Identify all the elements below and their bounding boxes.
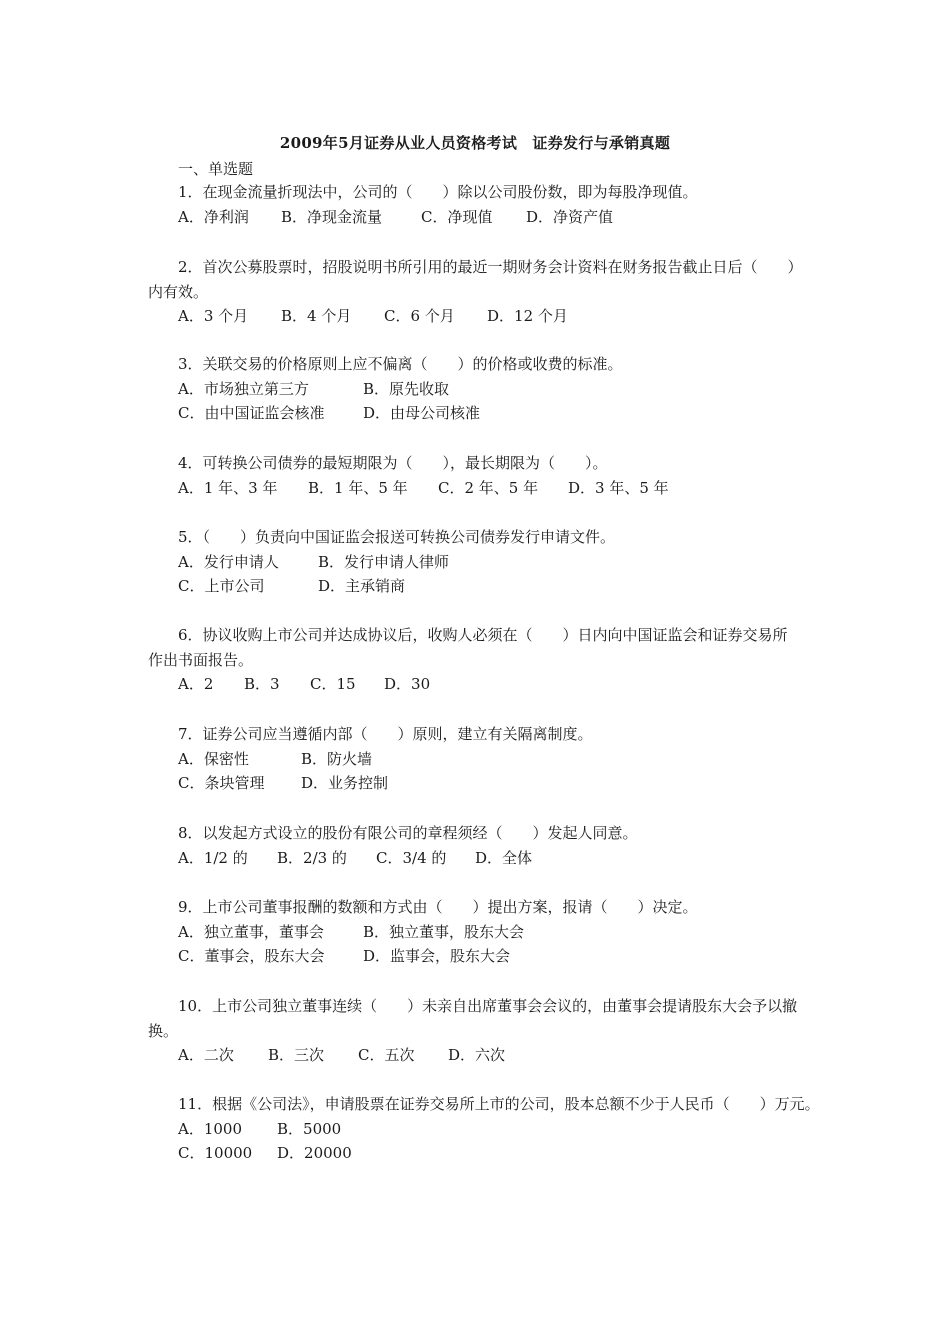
option-d: D．业务控制 bbox=[301, 774, 389, 792]
option-d: D．由母公司核准 bbox=[363, 404, 481, 422]
options-row bbox=[178, 672, 848, 697]
options-row bbox=[178, 205, 848, 230]
option-d: D．全体 bbox=[475, 848, 533, 867]
option-d: D．净资产值 bbox=[526, 207, 614, 226]
option-c: C．净现值 bbox=[421, 207, 493, 226]
option-c: C．五次 bbox=[358, 1046, 415, 1064]
question-stem: 7．证券公司应当遵循内部（ ）原则，建立有关隔离制度。 bbox=[178, 725, 593, 743]
question-7 bbox=[178, 722, 848, 796]
options-row bbox=[178, 771, 848, 796]
option-b: B．三次 bbox=[268, 1046, 325, 1064]
section-heading: 一、单选题 bbox=[178, 160, 254, 178]
option-c: C．条块管理 bbox=[178, 774, 265, 792]
option-a: A．净利润 bbox=[178, 207, 249, 226]
option-b: B．5000 bbox=[277, 1119, 342, 1138]
options-row bbox=[178, 1141, 848, 1166]
option-c: C．15 bbox=[310, 675, 356, 693]
question-stem: 1．在现金流量折现法中，公司的（ ）除以公司股份数，即为每股净现值。 bbox=[178, 183, 698, 201]
question-stem: 5．（ ）负责向中国证监会报送可转换公司债券发行申请文件。 bbox=[178, 528, 616, 546]
option-c: C．10000 bbox=[178, 1144, 253, 1162]
option-c: C．2 年、5 年 bbox=[438, 478, 539, 497]
option-b: B．1 年、5 年 bbox=[308, 478, 408, 497]
options-row bbox=[178, 304, 848, 329]
option-b: B．3 bbox=[244, 675, 280, 693]
option-c: C．6 个月 bbox=[384, 307, 455, 325]
options-row bbox=[178, 846, 848, 871]
question-1 bbox=[178, 180, 848, 229]
option-d: D．30 bbox=[384, 675, 431, 693]
option-b: B．4 个月 bbox=[281, 307, 352, 325]
question-6 bbox=[148, 623, 848, 697]
question-4 bbox=[178, 451, 848, 500]
option-a: A．二次 bbox=[178, 1046, 234, 1064]
option-d: D．主承销商 bbox=[318, 577, 406, 595]
option-b: B．防火墙 bbox=[301, 749, 373, 768]
page-title: 2009年5月证券从业人员资格考试 证券发行与承销真题 bbox=[279, 134, 671, 152]
option-d: D．监事会，股东大会 bbox=[363, 947, 511, 965]
option-a: A．独立董事，董事会 bbox=[178, 922, 324, 941]
options-row bbox=[178, 1117, 848, 1142]
question-3 bbox=[178, 352, 848, 426]
option-a: A．1/2 的 bbox=[178, 848, 248, 867]
options-row bbox=[178, 944, 848, 969]
options-row bbox=[178, 476, 848, 501]
option-a: A．发行申请人 bbox=[178, 552, 279, 571]
question-stem: 10．上市公司独立董事连续（ ）未亲自出席董事会会议的，由董事会提请股东大会予以撤 bbox=[178, 997, 798, 1015]
question-stem-continued: 作出书面报告。 bbox=[148, 650, 254, 669]
option-a: A．市场独立第三方 bbox=[178, 379, 309, 398]
option-a: A．1000 bbox=[178, 1119, 243, 1138]
question-stem: 2．首次公募股票时，招股说明书所引用的最近一期财务会计资料在财务报告截止日后（ ） bbox=[178, 258, 803, 276]
options-row bbox=[178, 1043, 848, 1068]
option-d: D．12 个月 bbox=[487, 307, 568, 325]
option-b: B．独立董事，股东大会 bbox=[363, 922, 525, 941]
question-5 bbox=[178, 525, 848, 599]
option-c: C．董事会，股东大会 bbox=[178, 947, 325, 965]
options-row bbox=[178, 747, 848, 772]
question-stem: 11．根据《公司法》，申请股票在证券交易所上市的公司，股本总额不少于人民币（ ）万元。 bbox=[178, 1095, 820, 1113]
option-a: A．3 个月 bbox=[178, 307, 249, 325]
option-c: C．由中国证监会核准 bbox=[178, 404, 325, 422]
option-b: B．发行申请人律师 bbox=[318, 552, 450, 571]
option-b: B．净现金流量 bbox=[281, 207, 383, 226]
option-b: B．2/3 的 bbox=[277, 848, 347, 867]
option-a: A．1 年、3 年 bbox=[178, 478, 278, 497]
question-stem: 4．可转换公司债券的最短期限为（ ），最长期限为（ ）。 bbox=[178, 454, 608, 472]
option-d: D．20000 bbox=[277, 1144, 352, 1162]
options-row bbox=[178, 401, 848, 426]
question-stem: 6．协议收购上市公司并达成协议后，收购人必须在（ ）日内向中国证监会和证券交易所 bbox=[178, 626, 788, 644]
question-9 bbox=[178, 895, 848, 969]
question-10 bbox=[148, 994, 848, 1068]
option-a: A．2 bbox=[178, 675, 214, 693]
question-stem: 9．上市公司董事报酬的数额和方式由（ ）提出方案，报请（ ）决定。 bbox=[178, 898, 698, 916]
question-stem: 3．关联交易的价格原则上应不偏离（ ）的价格或收费的标准。 bbox=[178, 355, 623, 373]
options-row bbox=[178, 574, 848, 599]
option-c: C．上市公司 bbox=[178, 577, 265, 595]
question-2 bbox=[148, 255, 848, 329]
options-row bbox=[178, 550, 848, 575]
options-row bbox=[178, 920, 848, 945]
question-11 bbox=[178, 1092, 848, 1166]
question-stem-continued: 内有效。 bbox=[148, 282, 209, 301]
question-stem: 8．以发起方式设立的股份有限公司的章程须经（ ）发起人同意。 bbox=[178, 824, 638, 842]
question-8 bbox=[178, 821, 848, 870]
option-d: D．3 年、5 年 bbox=[568, 478, 669, 497]
option-a: A．保密性 bbox=[178, 749, 249, 768]
options-row bbox=[178, 377, 848, 402]
option-b: B．原先收取 bbox=[363, 379, 450, 398]
option-c: C．3/4 的 bbox=[376, 848, 447, 867]
question-stem-continued: 换。 bbox=[148, 1021, 179, 1040]
option-d: D．六次 bbox=[448, 1046, 506, 1064]
